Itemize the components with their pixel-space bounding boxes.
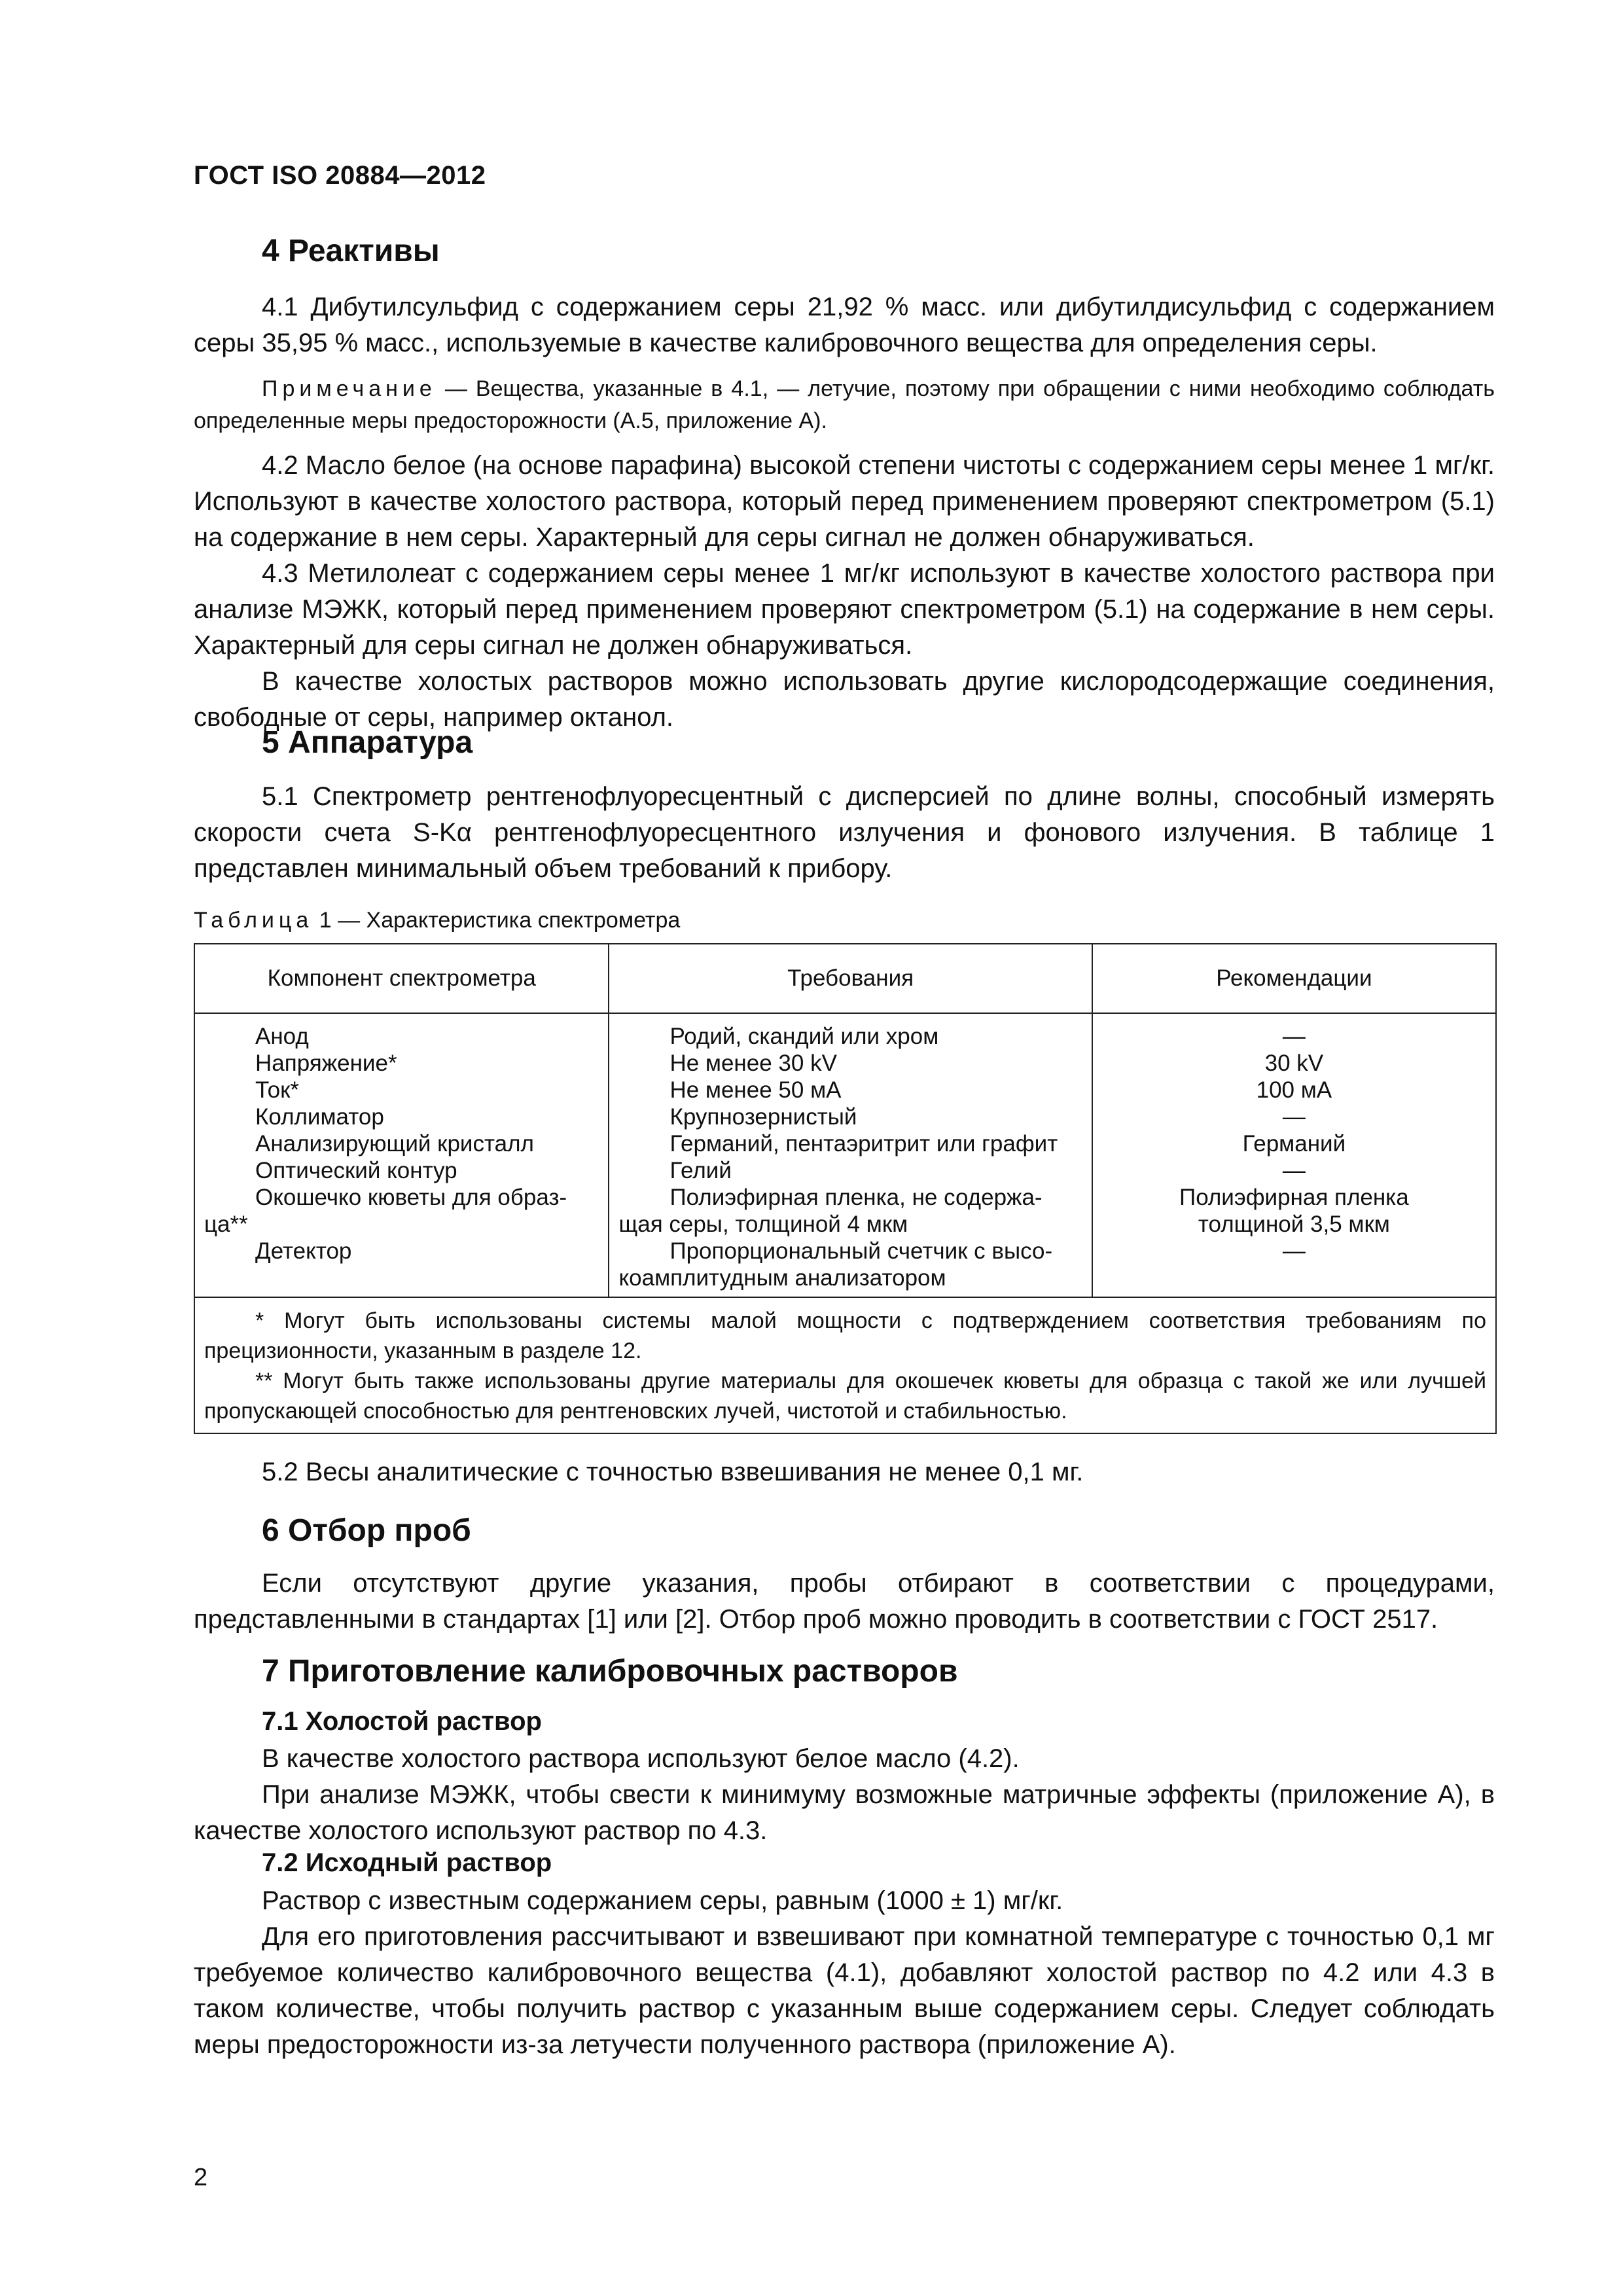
table-header-requirements: Требования — [609, 944, 1092, 1013]
paragraph-5-2: 5.2 Весы аналитические с точностью взвешивания не менее 0,1 мг. — [262, 1458, 1084, 1486]
footnote-2: ** Могут быть также использованы другие материалы для окошечек кюветы для образца с такой же или лучшей пропускающей способностью для рентгеновских лучей, чистотой и стабильностью. — [204, 1369, 1486, 1424]
table-caption-text: 1 — Характеристика спектрометра — [313, 908, 681, 933]
paragraph-7-2-2: Для его приготовления рассчитывают и взвешивают при комнатной температуре с точностью 0,1 мг требуемое количество калибровочного вещества (4.1), добавляют холостой раствор по 4.2 или 4.3 в таком количестве, чтобы получить раствор с указанным выше содержанием серы. Следует соблюдать меры предосторожности из-за летучести полученного раствора (приложение А). — [194, 1922, 1495, 2059]
paragraph-5-1-start: 5.1 Спектрометр рентгенофлуоресцентный с дисперсией по длине волны, способный измерять скорости счета S-K — [194, 782, 1495, 847]
table-cell: Полиэфирная пленка — [1179, 1185, 1409, 1210]
section-6-title: 6 Отбор проб — [262, 1513, 471, 1548]
table-cell: Пропорциональный счетчик с высо- — [669, 1238, 1053, 1264]
table-cell: щая серы, толщиной 4 мкм — [618, 1211, 908, 1237]
table-cell: Гелий — [669, 1158, 732, 1183]
table-cell: ца** — [204, 1211, 248, 1237]
table-cell: Крупнозернистый — [669, 1104, 857, 1130]
column-requirements — [609, 1013, 1092, 1297]
alpha-symbol: α — [456, 818, 472, 847]
paragraph-4-4: В качестве холостых растворов можно использовать другие кислородсодержащие соединения, свободные от серы, например октанол. — [194, 667, 1495, 732]
footnote-1: * Могут быть использованы системы малой мощности с подтверждением соответствия требованиям по прецизионности, указанным в разделе 12. — [204, 1308, 1486, 1363]
table-footnote-row — [194, 1297, 1496, 1433]
section-4-title: 4 Реактивы — [262, 234, 440, 268]
subsection-7-1-title: 7.1 Холостой раствор — [262, 1707, 542, 1736]
paragraph-4-2: 4.2 Масло белое (на основе парафина) высокой степени чистоты с содержанием серы менее 1 мг/кг. Используют в качестве холостого раствора, который перед применением проверяют спектрометром (5.1) на содержание в нем серы. Характерный для серы сигнал не должен обнаруживаться. — [194, 451, 1495, 552]
table-cell: Напряжение* — [255, 1050, 397, 1076]
table-cell: — — [1282, 1238, 1306, 1264]
table-cell: — — [1282, 1024, 1306, 1049]
paragraph-5-1-end: рентгенофлуоресцентного излучения и фонового излучения. В таблице 1 представлен минимальный объем требований к прибору. — [194, 818, 1495, 883]
paragraph-4-1: 4.1 Дибутилсульфид с содержанием серы 21,92 % масс. или дибутилдисульфид с содержанием серы 35,95 % масс., используемые в качестве калибровочного вещества для определения серы. — [194, 293, 1495, 357]
table-cell: Не менее 30 kV — [669, 1050, 837, 1076]
table-cell: Анод — [255, 1024, 309, 1049]
table-cell: Родий, скандий или хром — [669, 1024, 939, 1049]
page-number: 2 — [194, 2164, 208, 2191]
table-header-component: Компонент спектрометра — [194, 944, 609, 1013]
table-cell: 30 kV — [1264, 1050, 1324, 1076]
table-cell: — — [1282, 1158, 1306, 1183]
paragraph-5-2-block — [194, 1454, 1495, 1490]
section-7-title: 7 Приготовление калибровочных растворов — [262, 1654, 958, 1689]
paragraph-7-1-2: При анализе МЭЖК, чтобы свести к минимуму возможные матричные эффекты (приложение А), в качестве холостого используют раствор по 4.3. — [194, 1780, 1495, 1845]
table-cell: Окошечко кюветы для образ- — [255, 1185, 567, 1210]
table-cell: коамплитудным анализатором — [618, 1265, 946, 1291]
paragraph-5-1 — [194, 779, 1495, 887]
document-header: ГОСТ ISO 20884—2012 — [194, 161, 486, 190]
table-cell: Германий, пентаэритрит или графит — [669, 1131, 1058, 1157]
subsection-7-2-body — [194, 1883, 1495, 2063]
table-cell: Ток* — [255, 1077, 300, 1103]
table-header-row — [194, 944, 1496, 1013]
paragraph-6-1: Если отсутствуют другие указания, пробы отбирают в соответствии с процедурами, представленными в стандартах [1] или [2]. Отбор проб можно проводить в соответствии с ГОСТ 2517. — [194, 1569, 1495, 1634]
subsection-7-1-body — [194, 1741, 1495, 1849]
table-cell: Анализирующий кристалл — [255, 1131, 534, 1157]
table-body-row — [194, 1013, 1496, 1297]
table-cell: Коллиматор — [255, 1104, 384, 1130]
section-5-body — [194, 779, 1495, 887]
spectrometer-table — [194, 943, 1497, 1434]
paragraph-7-2-1: Раствор с известным содержанием серы, равным (1000 ± 1) мг/кг. — [262, 1886, 1063, 1915]
note-label: Примечание — [262, 376, 437, 401]
column-components — [194, 1013, 609, 1297]
note-4-1 — [194, 373, 1495, 437]
section-4-body — [194, 289, 1495, 736]
section-5-title: 5 Аппаратура — [262, 725, 473, 760]
table-header-recommendations: Рекомендации — [1092, 944, 1496, 1013]
paragraph-4-3: 4.3 Метилолеат с содержанием серы менее 1 мг/кг используют в качестве холостого раствора при анализе МЭЖК, который перед применением проверяют спектрометром (5.1) на содержание в нем серы. Характерный для серы сигнал не должен обнаруживаться. — [194, 559, 1495, 660]
table-cell: — — [1282, 1104, 1306, 1130]
table-cell: толщиной 3,5 мкм — [1198, 1211, 1390, 1237]
table-caption-label: Таблица — [194, 908, 313, 933]
subsection-7-2-title: 7.2 Исходный раствор — [262, 1848, 552, 1877]
table-cell: Полиэфирная пленка, не содержа- — [669, 1185, 1043, 1210]
table-cell: 100 мА — [1256, 1077, 1332, 1103]
table-cell: Оптический контур — [255, 1158, 457, 1183]
table-cell: Германий — [1242, 1131, 1346, 1157]
paragraph-7-1-1: В качестве холостого раствора используют белое масло (4.2). — [262, 1744, 1020, 1773]
table-cell: Детектор — [255, 1238, 352, 1264]
table-caption — [194, 906, 680, 935]
note-text: — Вещества, указанные в 4.1, — летучие, поэтому при обращении с ними необходимо соблюдать определенные меры предосторожности (А.5, приложение А). — [194, 376, 1495, 433]
column-recommendations — [1092, 1013, 1496, 1297]
table-footnotes — [194, 1297, 1496, 1433]
section-6-body — [194, 1566, 1495, 1638]
table-cell: Не менее 50 мА — [669, 1077, 842, 1103]
